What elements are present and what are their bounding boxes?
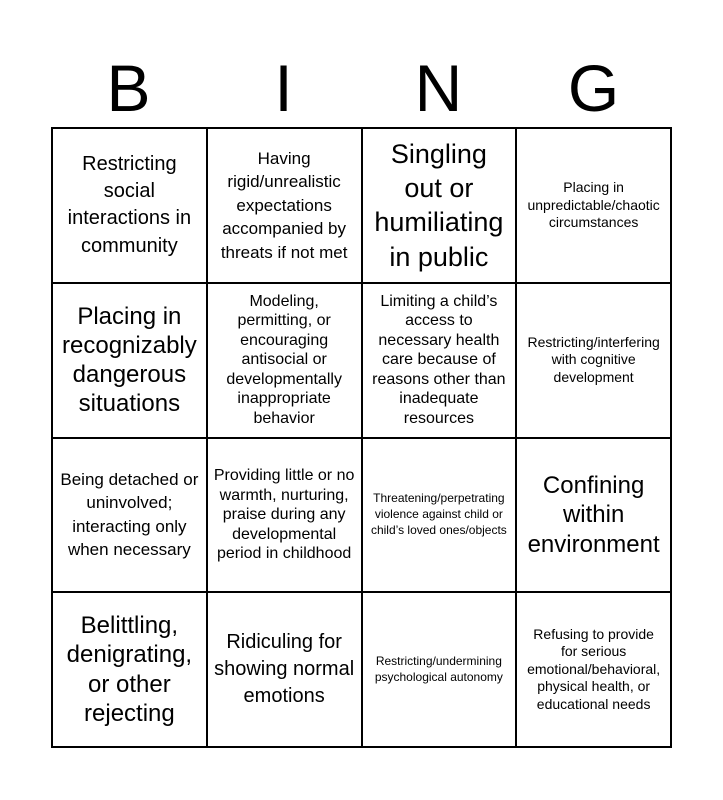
bingo-cell-r2c2[interactable]	[208, 284, 363, 439]
cell-text: Providing little or no warmth, nurturing, praise during any developmental period in childhood	[213, 467, 355, 563]
bingo-cell-r2c3[interactable]	[363, 284, 518, 439]
cell-text: Modeling, permitting, or encouraging antisocial or developmentally inappropriate behavior	[226, 292, 342, 427]
bingo-cell-r3c3[interactable]	[363, 439, 518, 594]
cell-text: Belittling, denigrating, or other rejecting	[66, 612, 193, 727]
bingo-board	[51, 127, 672, 748]
cell-text: Singling out or humiliating in public	[374, 138, 504, 272]
bingo-cell-r4c3[interactable]	[363, 593, 518, 748]
bingo-cell-r3c4[interactable]	[517, 439, 672, 594]
cell-text: Restricting/interfering with cognitive development	[527, 333, 660, 385]
bingo-cell-r1c4[interactable]	[517, 129, 672, 284]
bingo-cell-r4c2[interactable]	[208, 593, 363, 748]
cell-text: Threatening/perpetrating violence against child or child’s loved ones/objects	[370, 491, 507, 537]
header-letter-n: N	[414, 51, 463, 125]
cell-text: Restricting social interactions in community	[67, 153, 192, 257]
bingo-cell-r2c1[interactable]	[53, 284, 208, 439]
cell-text: Restricting/undermining psychological autonomy	[374, 654, 503, 684]
bingo-cell-r1c1[interactable]	[53, 129, 208, 284]
cell-text: Limiting a child’s access to necessary health care because of reasons other than inadequate resources	[372, 292, 506, 427]
bingo-cell-r1c2[interactable]	[208, 129, 363, 284]
cell-text: Ridiculing for showing normal emotions	[214, 630, 355, 708]
header-letter-g: G	[567, 51, 620, 125]
bingo-cell-r2c4[interactable]	[517, 284, 672, 439]
header-letter-i: I	[274, 51, 293, 125]
cell-text: Placing in recognizably dangerous situations	[62, 302, 197, 418]
cell-text: Placing in unpredictable/chaotic circumstances	[527, 179, 660, 231]
bingo-header	[51, 48, 671, 128]
bingo-cell-r1c3[interactable]	[363, 129, 518, 284]
bingo-cell-r3c2[interactable]	[208, 439, 363, 594]
cell-text: Refusing to provide for serious emotional/behavioral, physical health, or educational needs	[527, 625, 661, 712]
bingo-cell-r4c1[interactable]	[53, 593, 208, 748]
cell-text: Being detached or uninvolved; interacting only when necessary	[60, 469, 199, 560]
cell-text: Having rigid/unrealistic expectations accompanied by threats if not met	[220, 148, 348, 262]
cell-text: Confining within environment	[527, 471, 660, 558]
bingo-cell-r3c1[interactable]	[53, 439, 208, 594]
bingo-cell-r4c4[interactable]	[517, 593, 672, 748]
header-letter-b: B	[106, 51, 151, 125]
